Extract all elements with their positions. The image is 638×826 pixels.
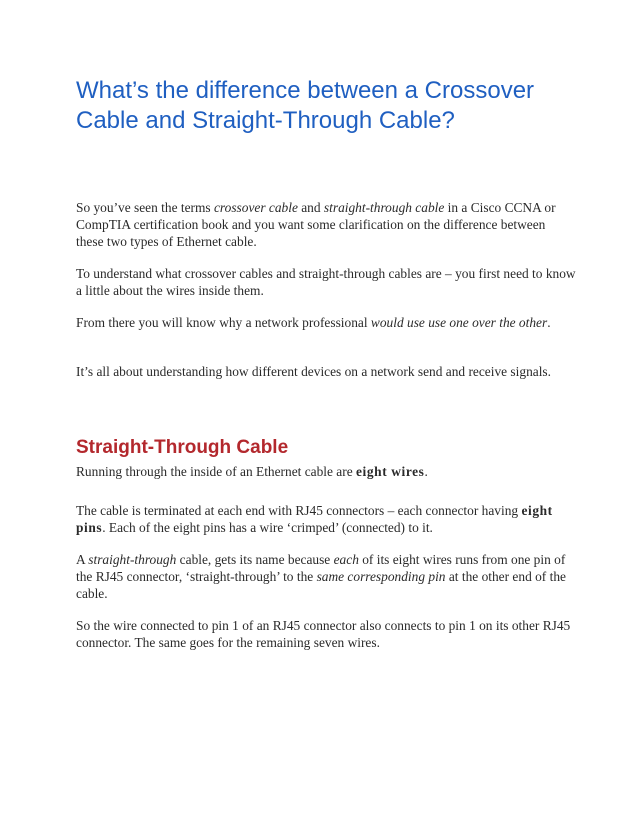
italic-term-straight-through: straight-through cable <box>323 200 445 215</box>
intro-paragraph-4: It’s all about understanding how different devices on a network send and receive signals. <box>76 364 551 379</box>
section-heading: Straight-Through Cable <box>76 437 289 458</box>
italic-term-crossover: crossover cable <box>213 200 298 215</box>
text-run: in a Cisco CCNA or CompTIA certification book and you want some clarification on the difference between these two types of Ethernet cable. <box>76 200 556 249</box>
section-paragraph-2 <box>76 502 576 536</box>
text-run: Running through the inside of an Ethernet cable are <box>76 464 357 479</box>
text-run: and <box>297 200 324 215</box>
bold-term-eight-wires: eight wires <box>356 464 425 479</box>
text-run: From there you will know why a network professional <box>76 315 371 330</box>
intro-paragraph-1 <box>76 199 576 250</box>
text-run: of its eight wires runs from one pin of the RJ45 connector, ‘straight-through’ to the <box>76 552 566 584</box>
italic-word-each: each <box>333 552 359 567</box>
italic-phrase-same-pin: same corresponding pin <box>316 569 446 584</box>
text-run: at the other end of the cable. <box>76 569 566 601</box>
intro-paragraph-2: To understand what crossover cables and straight-through cables are – you first need to know a little about the wires inside them. <box>76 266 576 298</box>
text-run: A <box>76 552 89 567</box>
section-paragraph-4: So the wire connected to pin 1 of an RJ45 connector also connects to pin 1 on its other RJ45 connector. The same goes for the remaining seven wires. <box>76 618 571 650</box>
text-run: So you’ve seen the terms <box>76 200 214 215</box>
italic-term-straight-through: straight-through <box>88 552 177 567</box>
article-title: What’s the difference between a Crossover Cable and Straight-Through Cable? <box>76 77 535 134</box>
text-run: . <box>424 464 428 479</box>
section-paragraph-1 <box>76 463 576 480</box>
bold-term-eight-pins: eight pins <box>76 503 553 535</box>
text-run: . <box>547 315 551 330</box>
italic-phrase: would use use one over the other <box>370 315 548 330</box>
text-run: The cable is terminated at each end with RJ45 connectors – each connector having <box>76 503 522 518</box>
text-run: . Each of the eight pins has a wire ‘crimped’ (connected) to it. <box>102 520 433 535</box>
intro-paragraph-3 <box>76 314 576 331</box>
section-paragraph-3 <box>76 551 576 602</box>
text-run: cable, gets its name because <box>176 552 334 567</box>
